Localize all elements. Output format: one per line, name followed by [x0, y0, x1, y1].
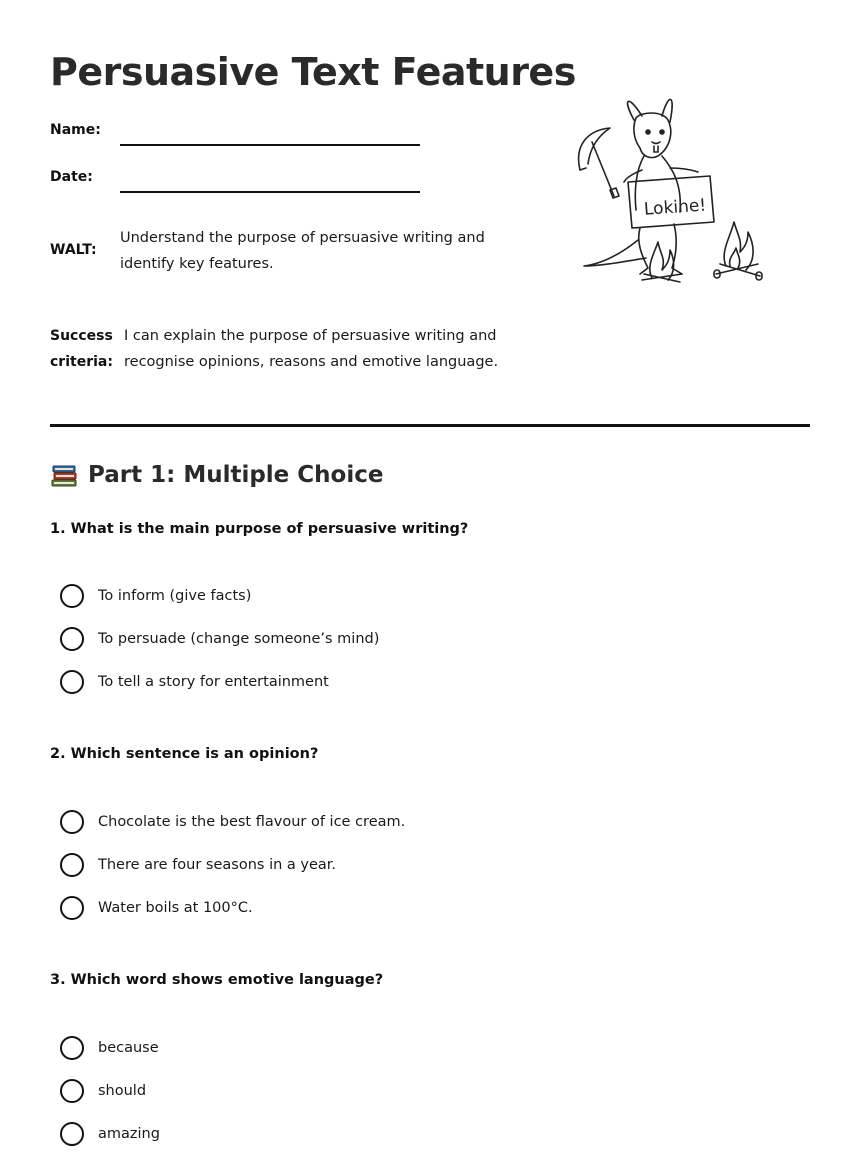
- option-label: because: [98, 1040, 159, 1056]
- success-criteria-label: Success criteria:: [50, 328, 113, 370]
- part1-heading-text: Part 1: Multiple Choice: [88, 462, 384, 488]
- q3-option-c[interactable]: [60, 1122, 160, 1146]
- section-divider: [50, 424, 810, 427]
- radio-button[interactable]: [60, 584, 84, 608]
- option-label: To inform (give facts): [98, 588, 252, 604]
- q1-option-c[interactable]: [60, 670, 329, 694]
- option-label: should: [98, 1083, 147, 1099]
- date-field[interactable]: [120, 191, 420, 193]
- q3-option-b[interactable]: [60, 1079, 146, 1103]
- option-label: To persuade (change someone’s mind): [98, 631, 380, 647]
- option-label: Chocolate is the best flavour of ice cream.: [98, 814, 406, 830]
- option-label: To tell a story for entertainment: [98, 674, 329, 690]
- radio-button[interactable]: [60, 1122, 84, 1146]
- q2-option-b[interactable]: [60, 853, 336, 877]
- option-label: amazing: [98, 1126, 160, 1142]
- radio-button[interactable]: [60, 810, 84, 834]
- walt-label: WALT:: [50, 242, 97, 258]
- q2-option-a[interactable]: [60, 810, 405, 834]
- question-1: 1. What is the main purpose of persuasive writing?: [50, 521, 469, 537]
- option-label: There are four seasons in a year.: [98, 857, 337, 873]
- option-label: Water boils at 100°C.: [98, 900, 253, 916]
- books-icon: [50, 462, 78, 488]
- walt-text: Understand the purpose of persuasive writing and identify key features.: [120, 230, 485, 272]
- q3-option-a[interactable]: [60, 1036, 159, 1060]
- success-criteria-text: I can explain the purpose of persuasive writing and recognise opinions, reasons and emotive language.: [124, 328, 499, 370]
- kangaroo-mascot-icon: [570, 90, 770, 290]
- radio-button[interactable]: [60, 670, 84, 694]
- name-label: Name:: [50, 122, 101, 138]
- date-label: Date:: [50, 169, 93, 185]
- part1-heading: [50, 462, 383, 488]
- page-title: Persuasive Text Features: [50, 50, 576, 94]
- radio-button[interactable]: [60, 627, 84, 651]
- radio-button[interactable]: [60, 896, 84, 920]
- question-3: 3. Which word shows emotive language?: [50, 972, 384, 988]
- q2-option-c[interactable]: [60, 896, 253, 920]
- radio-button[interactable]: [60, 853, 84, 877]
- question-2: 2. Which sentence is an opinion?: [50, 746, 319, 762]
- mascot-sign-text: Lokine!: [643, 195, 707, 220]
- q1-option-b[interactable]: [60, 627, 379, 651]
- q1-option-a[interactable]: [60, 584, 251, 608]
- radio-button[interactable]: [60, 1036, 84, 1060]
- name-field[interactable]: [120, 144, 420, 146]
- radio-button[interactable]: [60, 1079, 84, 1103]
